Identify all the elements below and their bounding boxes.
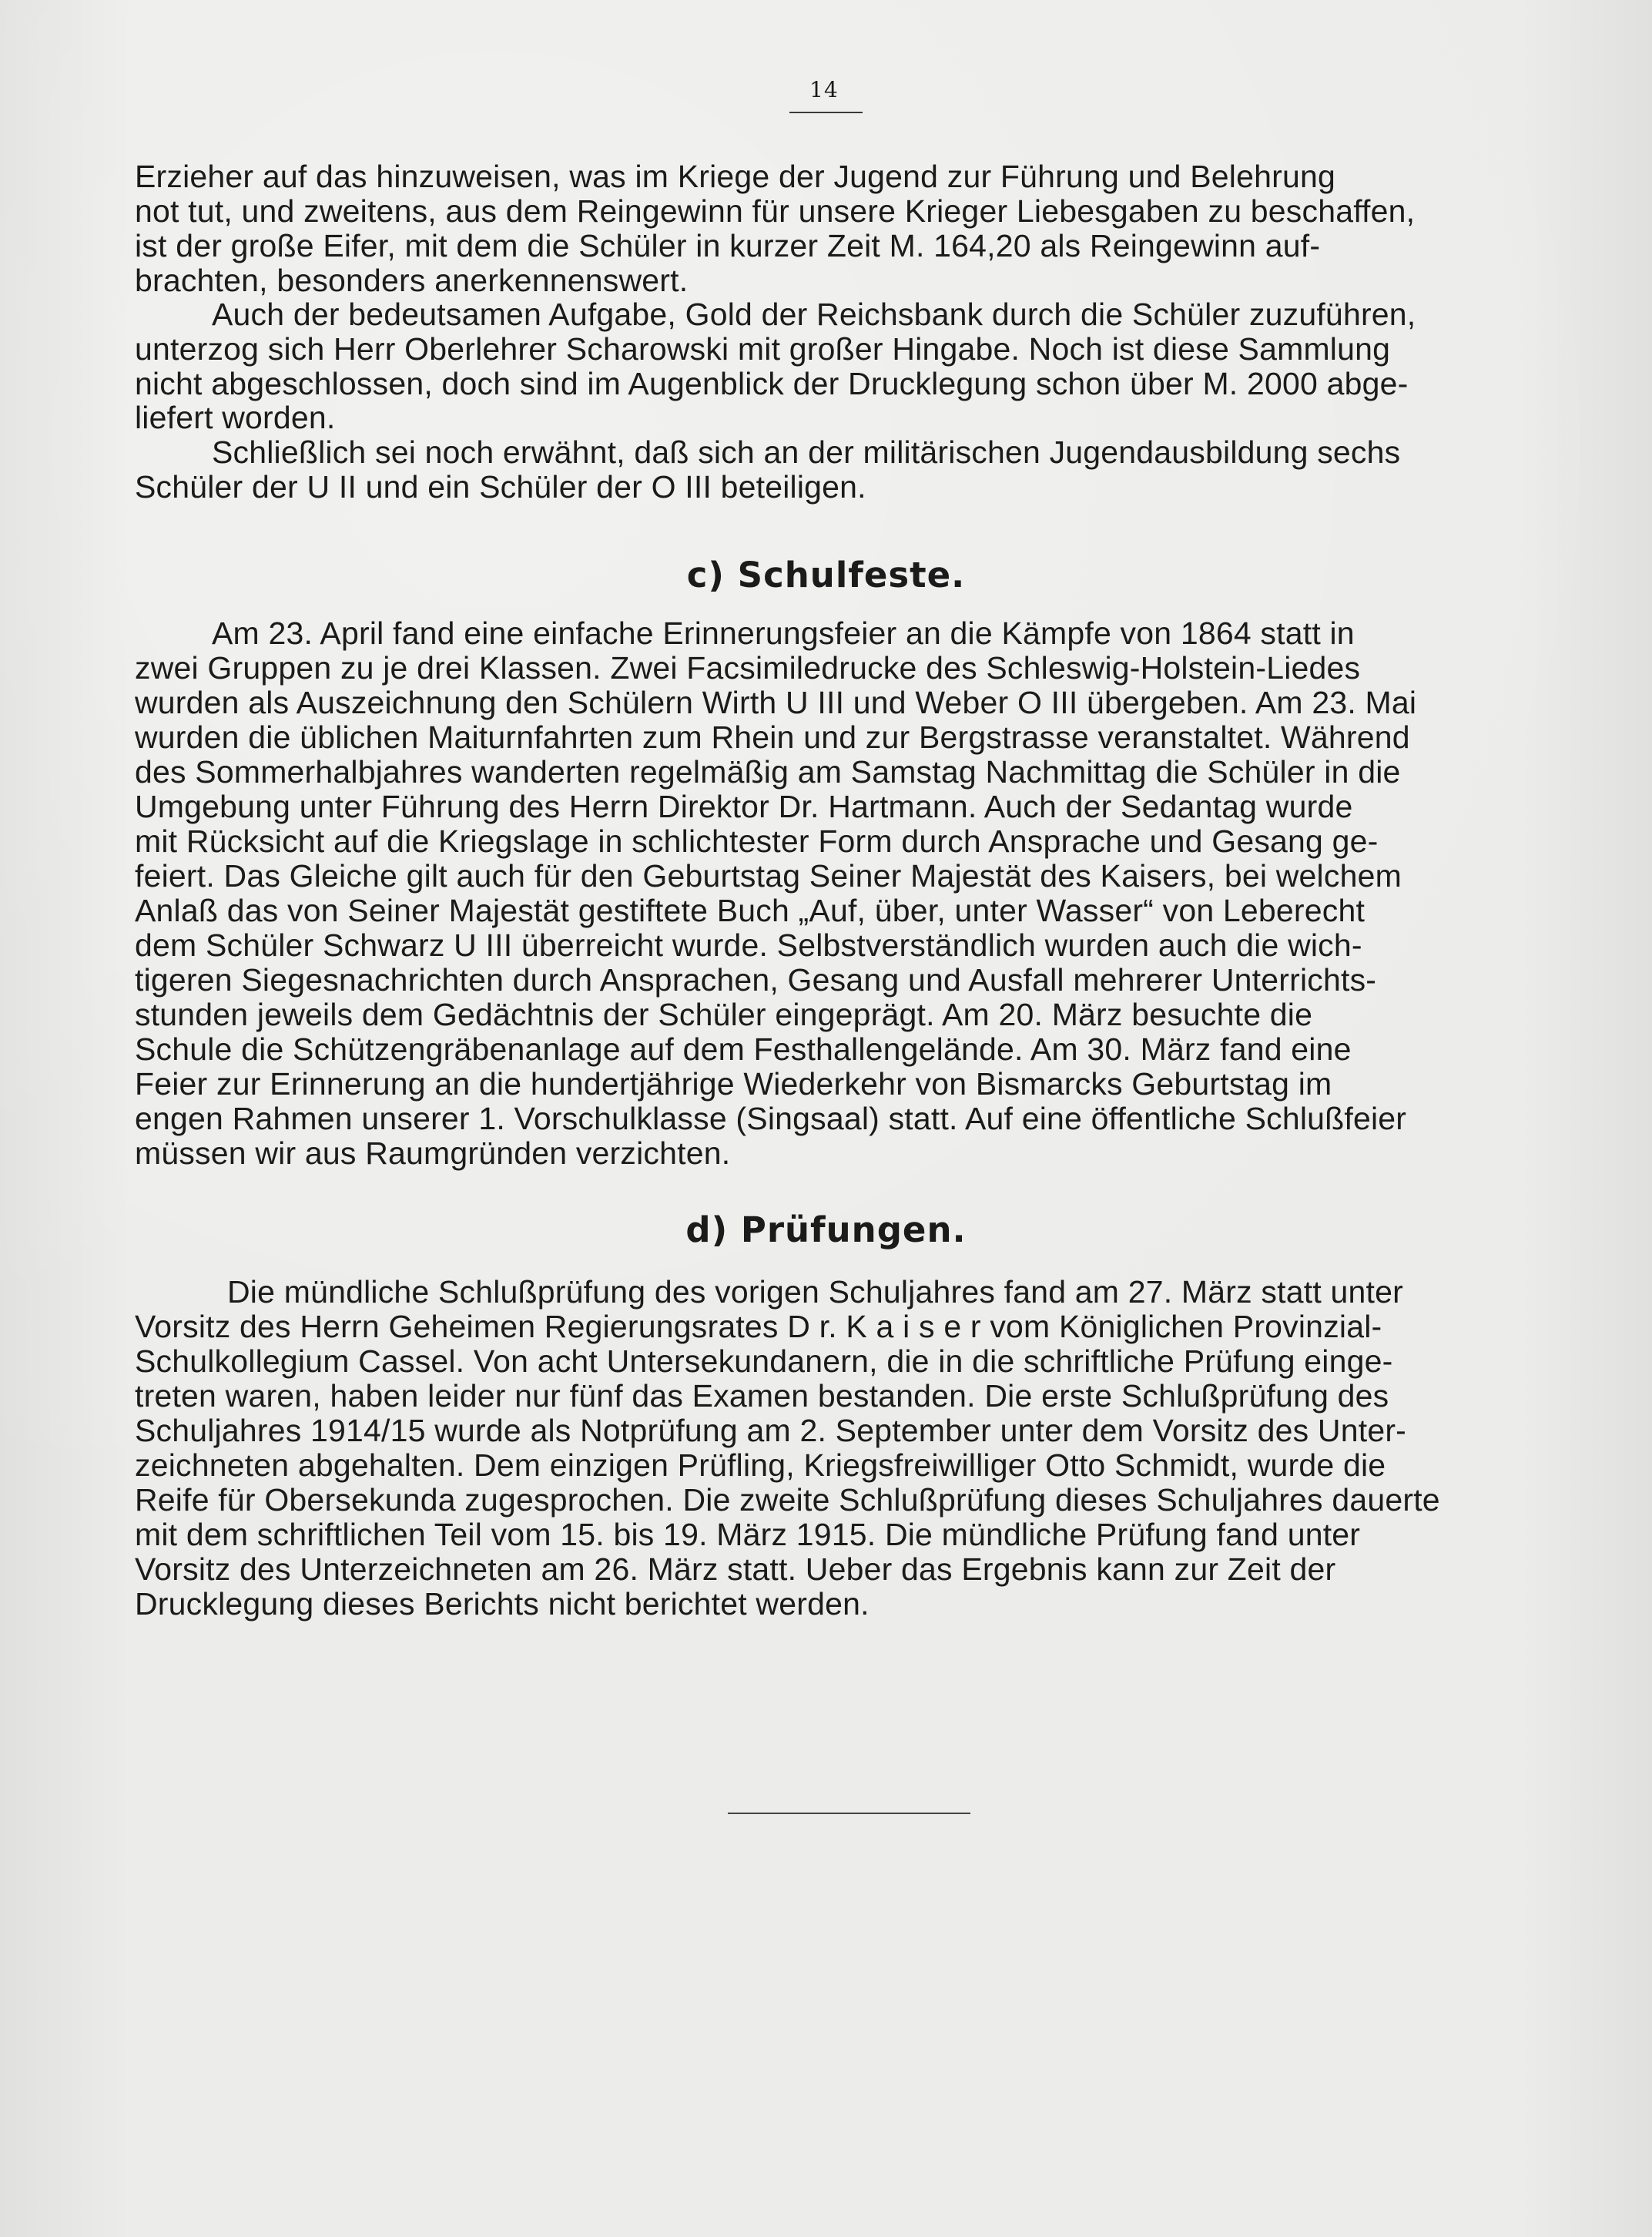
pruefungen-line-6: zeichneten abgehalten. Dem einzigen Prüfling, Kriegsfreiwilliger Otto Schmidt, wurde die: [135, 1447, 1386, 1483]
pruefungen-line-10: Drucklegung dieses Berichts nicht berichtet werden.: [135, 1586, 870, 1622]
intro-line-7: nicht abgeschlossen, doch sind im Augenblick der Drucklegung schon über M. 2000 abge-: [135, 366, 1409, 401]
intro-line-3: ist der große Eifer, mit dem die Schüler in kurzer Zeit M. 164,20 als Reingewinn auf-: [135, 228, 1321, 263]
intro-line-6: unterzog sich Herr Oberlehrer Scharowski mit großer Hingabe. Noch ist diese Sammlung: [135, 331, 1391, 367]
pruefungen-line-1: Die mündliche Schlußprüfung des vorigen Schuljahres fand am 27. März statt unter: [227, 1274, 1403, 1310]
section-heading-pruefungen: d) Prüfungen.: [685, 1209, 967, 1250]
intro-line-1: Erzieher auf das hinzuweisen, was im Kriege der Jugend zur Führung und Belehrung: [135, 159, 1335, 194]
page-number: 14: [809, 77, 839, 102]
schulfeste-line-7: mit Rücksicht auf die Kriegslage in schlichtester Form durch Ansprache und Gesang ge-: [135, 823, 1379, 859]
schulfeste-line-14: Feier zur Erinnerung an die hundertjährige Wiederkehr von Bismarcks Geburtstag im: [135, 1066, 1332, 1102]
schulfeste-line-4: wurden die üblichen Maiturnfahrten zum Rhein und zur Bergstrasse veranstaltet. Während: [135, 719, 1410, 755]
schulfeste-line-12: stunden jeweils dem Gedächtnis der Schüler eingeprägt. Am 20. März besuchte die: [135, 997, 1313, 1032]
pruefungen-line-8: mit dem schriftlichen Teil vom 15. bis 19. März 1915. Die mündliche Prüfung fand unter: [135, 1517, 1361, 1552]
pruefungen-line-4: treten waren, haben leider nur fünf das Examen bestanden. Die erste Schlußprüfung des: [135, 1378, 1389, 1414]
pruefungen-line-9: Vorsitz des Unterzeichneten am 26. März statt. Ueber das Ergebnis kann zur Zeit der: [135, 1551, 1336, 1587]
pruefungen-line-2: Vorsitz des Herrn Geheimen Regierungsrates D r. K a i s e r vom Königlichen Provinzial-: [135, 1309, 1382, 1344]
end-rule: [728, 1813, 970, 1814]
schulfeste-line-5: des Sommerhalbjahres wanderten regelmäßig am Samstag Nachmittag die Schüler in die: [135, 754, 1401, 790]
schulfeste-line-11: tigeren Siegesnachrichten durch Ansprachen, Gesang und Ausfall mehrerer Unterrichts-: [135, 962, 1377, 998]
intro-line-2: not tut, und zweitens, aus dem Reingewinn für unsere Krieger Liebesgaben zu beschaffen,: [135, 193, 1416, 229]
pruefungen-line-7: Reife für Obersekunda zugesprochen. Die zweite Schlußprüfung dieses Schuljahres dauerte: [135, 1482, 1440, 1518]
section-heading-schulfeste: c) Schulfeste.: [686, 555, 966, 595]
schulfeste-line-3: wurden als Auszeichnung den Schülern Wirth U III und Weber O III übergeben. Am 23. Mai: [135, 685, 1417, 720]
schulfeste-line-8: feiert. Das Gleiche gilt auch für den Geburtstag Seiner Majestät des Kaisers, bei welchem: [135, 858, 1402, 894]
intro-line-8: liefert worden.: [135, 400, 336, 435]
intro-line-10: Schüler der U II und ein Schüler der O III beteiligen.: [135, 469, 866, 505]
intro-line-9: Schließlich sei noch erwähnt, daß sich an der militärischen Jugendausbildung sechs: [212, 434, 1401, 470]
pruefungen-line-5: Schuljahres 1914/15 wurde als Notprüfung am 2. September unter dem Vorsitz des Unter-: [135, 1413, 1407, 1448]
schulfeste-line-10: dem Schüler Schwarz U III überreicht wurde. Selbstverständlich wurden auch die wich-: [135, 927, 1362, 963]
schulfeste-line-13: Schule die Schützengräbenanlage auf dem Festhallengelände. Am 30. März fand eine: [135, 1031, 1352, 1067]
schulfeste-line-15: engen Rahmen unserer 1. Vorschulklasse (Singsaal) statt. Auf eine öffentliche Schlußfeier: [135, 1101, 1407, 1136]
intro-line-4: brachten, besonders anerkennenswert.: [135, 263, 689, 298]
page-number-rule: [789, 112, 863, 113]
intro-line-5: Auch der bedeutsamen Aufgabe, Gold der Reichsbank durch die Schüler zuzuführen,: [212, 297, 1416, 332]
schulfeste-line-16: müssen wir aus Raumgründen verzichten.: [135, 1135, 731, 1171]
schulfeste-line-9: Anlaß das von Seiner Majestät gestiftete Buch „Auf, über, unter Wasser“ von Leberecht: [135, 893, 1365, 928]
schulfeste-line-6: Umgebung unter Führung des Herrn Direktor Dr. Hartmann. Auch der Sedantag wurde: [135, 789, 1353, 824]
schulfeste-line-2: zwei Gruppen zu je drei Klassen. Zwei Facsimiledrucke des Schleswig-Holstein-Liedes: [135, 650, 1361, 686]
pruefungen-line-3: Schulkollegium Cassel. Von acht Untersekundanern, die in die schriftliche Prüfung einge-: [135, 1343, 1393, 1379]
schulfeste-line-1: Am 23. April fand eine einfache Erinnerungsfeier an die Kämpfe von 1864 statt in: [212, 615, 1355, 651]
